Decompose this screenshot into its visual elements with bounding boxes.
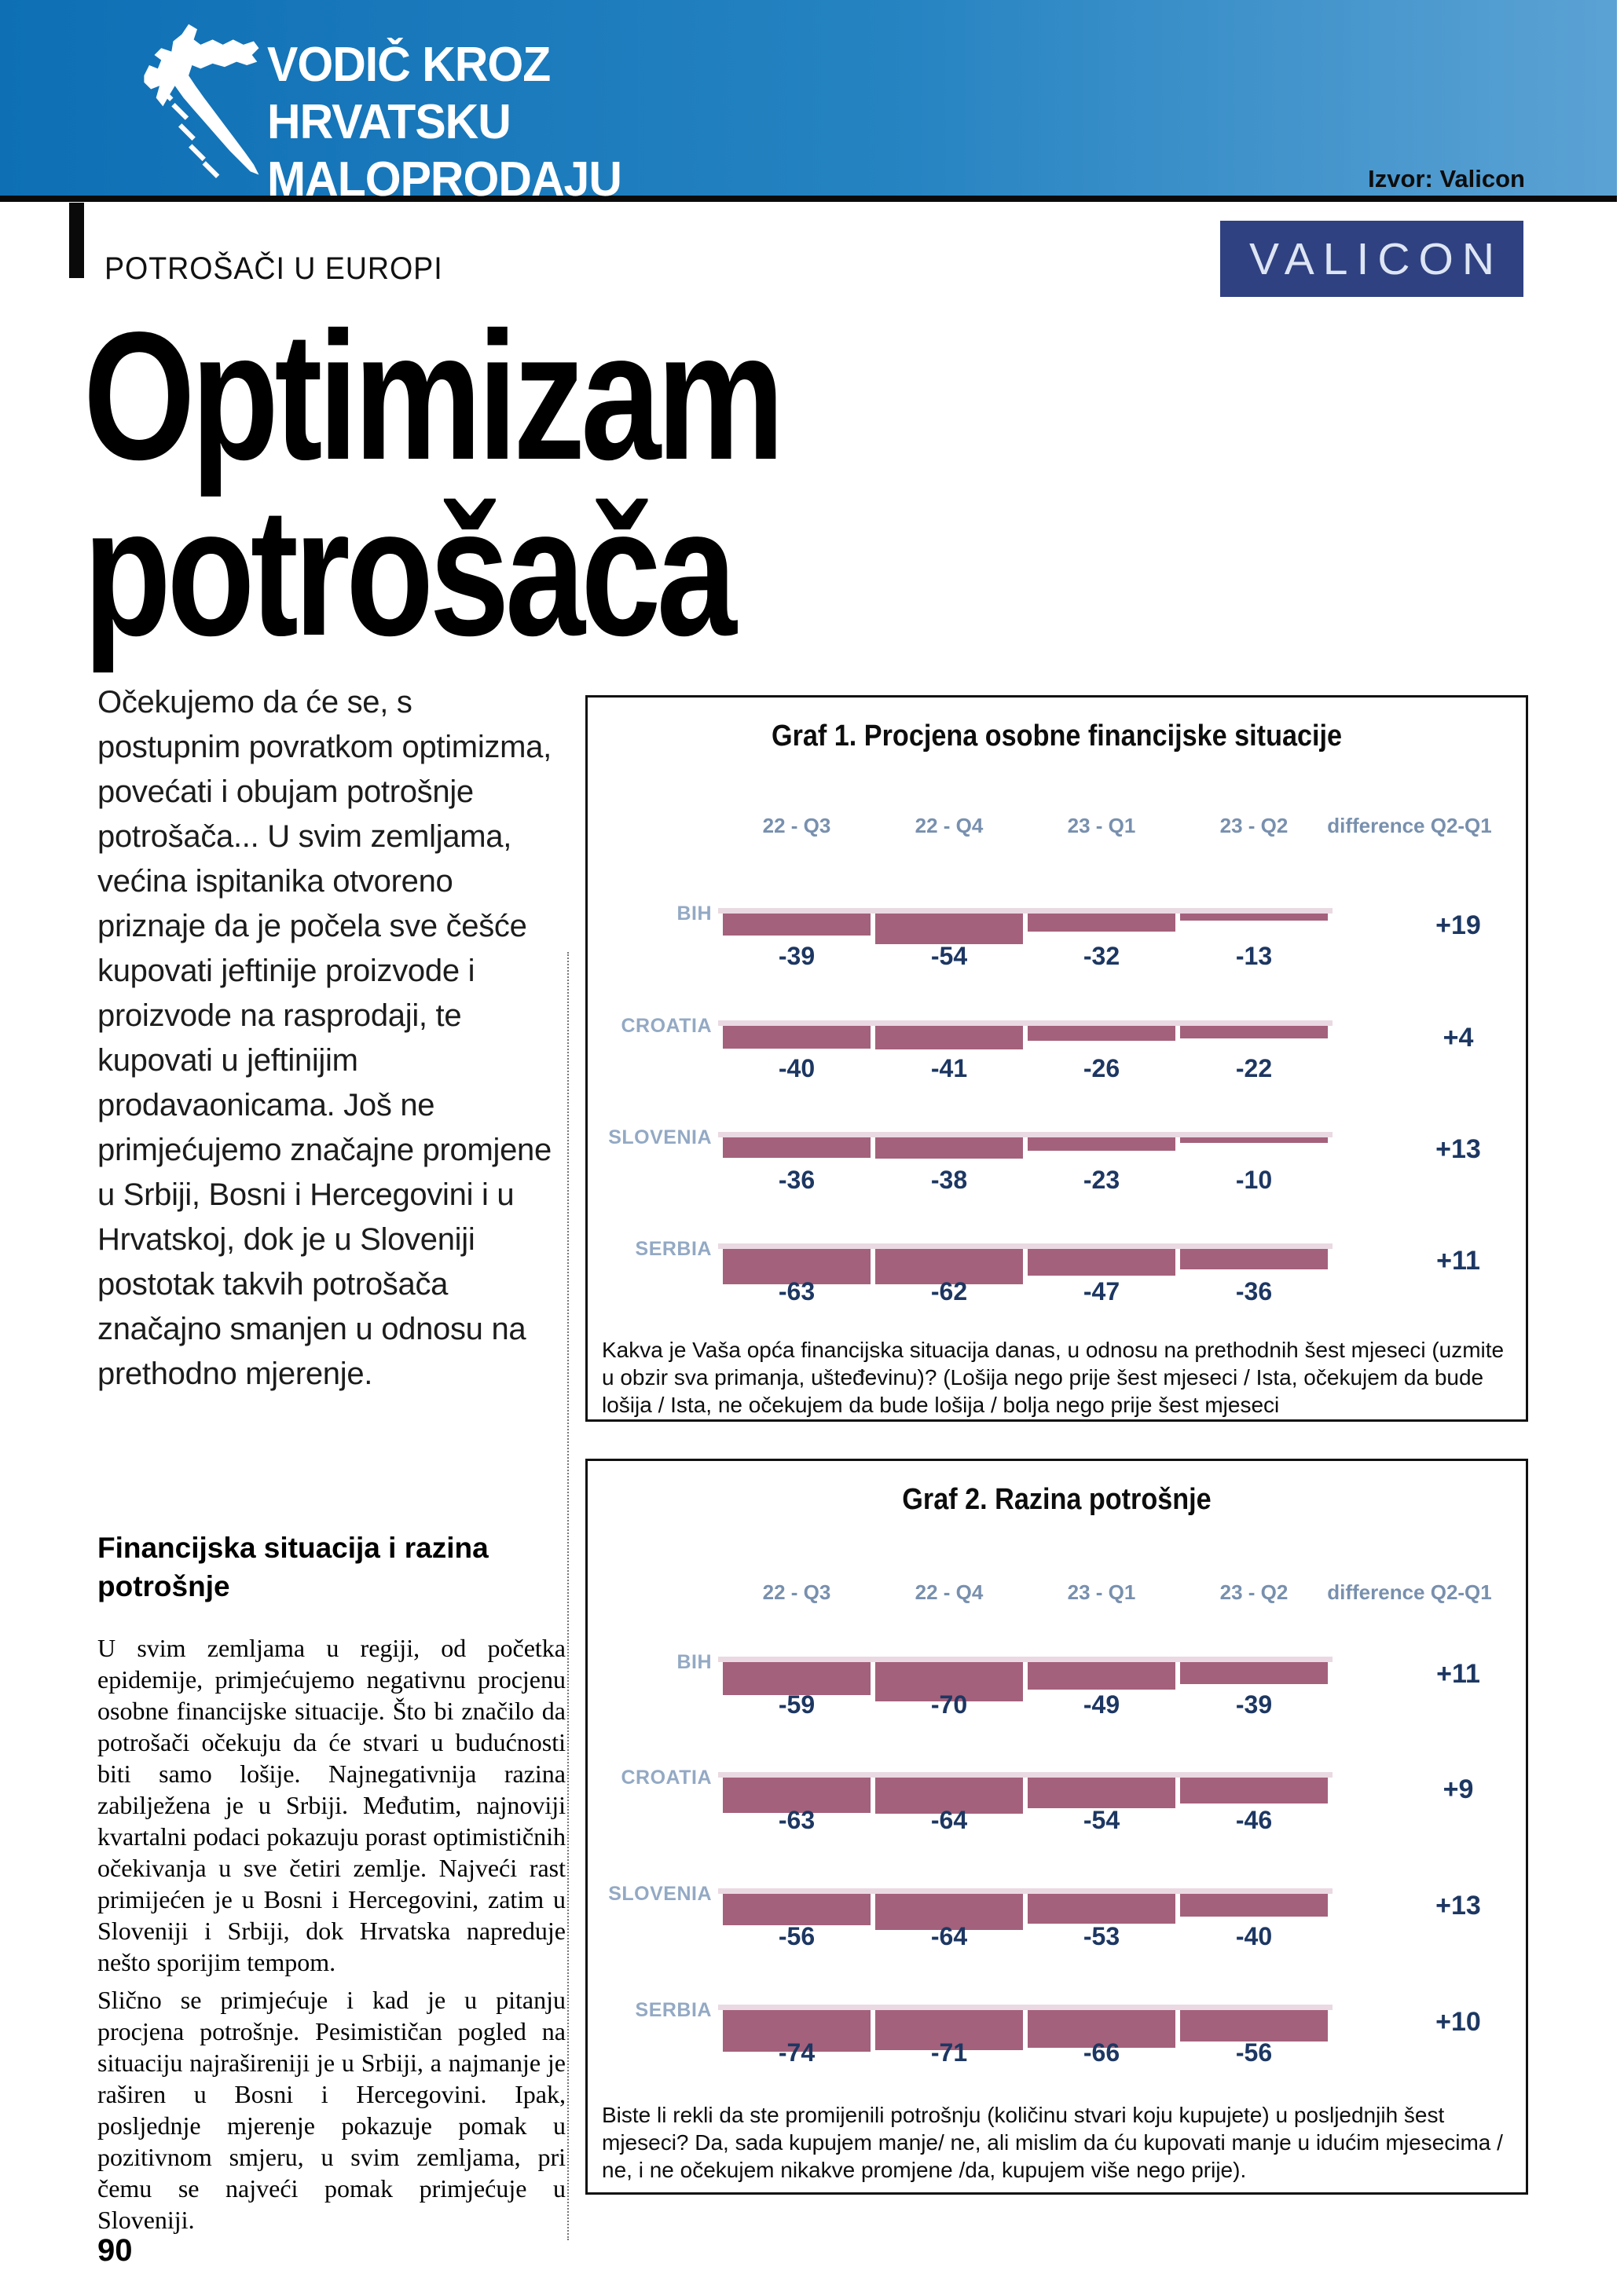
bar-value: -53 [1083, 1922, 1120, 1950]
chart-caption: Biste li rekli da ste promijenili potrošnju (količinu stvari koju kupujete) u posljednjih šest mjeseci? Da, sada kupujem manje/ ne, ali mislim da ću kupovati manje u idućim mjesecima / ne, i ne očekujem nikakve promjene /da, kupujem više nego prije). [602, 2103, 1503, 2182]
country-label: BIH [676, 903, 712, 925]
bar-value: -54 [930, 942, 968, 970]
bar-value: -47 [1083, 1277, 1120, 1305]
diff-value: +13 [1435, 1134, 1481, 1164]
bar [1180, 1026, 1328, 1038]
bar-value: -56 [778, 1922, 816, 1950]
bar-value: -40 [778, 1054, 816, 1082]
bar-value: -64 [930, 1922, 968, 1950]
country-label: SERBIA [635, 1238, 712, 1260]
bar-value: -54 [1083, 1806, 1120, 1834]
bar [1028, 1026, 1175, 1041]
subheading: Financijska situacija i razina potrošnje [97, 1532, 489, 1602]
zero-baseline-strip [718, 908, 1333, 914]
zero-baseline-strip [718, 1243, 1333, 1249]
bar [1028, 914, 1175, 932]
zero-baseline-strip [718, 2005, 1333, 2010]
diff-value: +10 [1435, 2007, 1481, 2037]
article-title-line1: Optimizam [83, 295, 781, 498]
bar [875, 1137, 1023, 1159]
bar [1180, 1778, 1328, 1803]
intro-paragraph: Očekujemo da će se, s postupnim povratkom optimizma, povećati i obujam potrošnje potrošača... U svim zemljama, većina ispitanika otvoreno priznaje da je počela sve češće kupovati jeftinije proizvode i proizvode na rasprodaji, te kupovati u jeftinijim prodavaonicama. Još ne primjećujemo značajne promjene u Srbiji, Bosni i Hercegovini i u Hrvatskoj, dok je u Sloveniji postotak takvih potrošača značajno smanjen u odnosu na prethodno mjerenje. [97, 685, 552, 1391]
bar [1180, 1249, 1328, 1269]
bar-value: -10 [1235, 1166, 1273, 1194]
bar-value: -40 [1235, 1922, 1273, 1950]
column-header: 23 - Q1 [1067, 814, 1136, 837]
bar [1180, 1137, 1328, 1143]
country-label: CROATIA [621, 1767, 712, 1789]
bar [1180, 2010, 1328, 2041]
logo-line-2: HRVATSKU [267, 95, 511, 149]
valicon-logo-text: VALICON [1248, 233, 1503, 284]
chart-graf-1 [585, 695, 1528, 1422]
bar-value: -74 [778, 2038, 816, 2067]
article-title [83, 295, 781, 674]
country-label: SLOVENIA [608, 1883, 712, 1905]
page-number: 90 [97, 2233, 133, 2268]
country-label: SLOVENIA [608, 1126, 712, 1148]
column-header: 23 - Q2 [1219, 1580, 1289, 1604]
bar-value: -49 [1083, 1690, 1120, 1719]
column-header: 22 - Q3 [762, 1580, 831, 1604]
column-header-difference: difference Q2-Q1 [1327, 1580, 1492, 1604]
zero-baseline-strip [718, 1020, 1333, 1026]
croatia-map-icon [93, 17, 264, 189]
publication-logo [267, 36, 621, 208]
bar-value: -22 [1235, 1054, 1273, 1082]
bar-value: -13 [1235, 942, 1273, 970]
bar [1028, 1249, 1175, 1276]
body-paragraph-2: Slično se primjećuje i kad je u pitanju procjena potrošnje. Pesimističan pogled na situaciju najrašireniji je u Srbiji, a najmanje je raširen u Bosni i Hercegovini. Ipak, posljednje mjerenje pokazuje pomak u pozitivnom smjeru, u svim zemljama, pri čemu se najveći pomak primjećuje u Sloveniji. [97, 1986, 566, 2234]
bar [1180, 1894, 1328, 1917]
bar-value: -41 [930, 1054, 968, 1082]
bar-value: -32 [1083, 942, 1120, 970]
bar-value: -63 [778, 1277, 816, 1305]
bar [875, 1026, 1023, 1049]
bar-value: -71 [930, 2038, 968, 2067]
kicker-bar [69, 203, 84, 278]
bar [1028, 1137, 1175, 1151]
bar-value: -26 [1083, 1054, 1120, 1082]
bar-value: -39 [1235, 1690, 1273, 1719]
bar-value: -66 [1083, 2038, 1120, 2067]
bar [1180, 1662, 1328, 1684]
zero-baseline-strip [718, 1132, 1333, 1137]
bar [1028, 1778, 1175, 1808]
zero-baseline-strip [718, 1888, 1333, 1894]
bar [875, 914, 1023, 944]
section-kicker: POTROŠAČI U EUROPI [104, 251, 443, 286]
zero-baseline-strip [718, 1657, 1333, 1662]
bar-value: -63 [778, 1806, 816, 1834]
bar-value: -59 [778, 1690, 816, 1719]
bar-value: -56 [1235, 2038, 1273, 2067]
chart-title: Graf 1. Procjena osobne financijske situacije [771, 720, 1343, 753]
bar-value: -23 [1083, 1166, 1120, 1194]
bar-value: -36 [1235, 1277, 1273, 1305]
country-label: BIH [676, 1651, 712, 1673]
column-divider [567, 952, 569, 2240]
source-credit: Izvor: Valicon [1368, 165, 1525, 192]
column-header: 23 - Q2 [1219, 814, 1289, 837]
column-header: 22 - Q4 [915, 814, 984, 837]
country-label: SERBIA [635, 1999, 712, 2021]
logo-line-3: MALOPRODAJU [267, 152, 621, 207]
diff-value: +19 [1435, 910, 1481, 940]
chart-graf-2 [585, 1459, 1528, 2195]
diff-value: +4 [1443, 1023, 1474, 1053]
bar-value: -64 [930, 1806, 968, 1834]
diff-value: +11 [1436, 1659, 1480, 1689]
country-label: CROATIA [621, 1015, 712, 1037]
body-paragraph-1: U svim zemljama u regiji, od početka epidemije, primjećujemo negativnu procjenu osobne financijske situacije. Što bi značilo da potrošači očekuju da će stvari u budućnosti biti samo lošije. Najnegativnija razina zabilježena je u Srbiji. Međutim, najnoviji kvartalni podaci pokazuju porast optimističnih očekivanja u sve četiri zemlje. Najveći rast primijećen je u Bosni i Hercegovini, zatim u Sloveniji i Srbiji, dok Hrvatska napreduje nešto sporijim tempom. [97, 1634, 566, 1976]
header-banner [0, 0, 1617, 207]
bar-value: -36 [778, 1166, 816, 1194]
bar-value: -38 [930, 1166, 968, 1194]
column-header: 22 - Q3 [762, 814, 831, 837]
bar [1028, 1662, 1175, 1690]
column-header: 22 - Q4 [915, 1580, 984, 1604]
bar [723, 914, 871, 936]
bar [1028, 1894, 1175, 1924]
chart-title: Graf 2. Razina potrošnje [902, 1483, 1212, 1516]
chart-caption: Kakva je Vaša opća financijska situacija danas, u odnosu na prethodnih šest mjeseci (uzmite u obzir sva primanja, ušteđevinu)? (Lošija nego prije šest mjeseci / Ista, očekujem da bude lošija / Ista, ne očekujem da bude lošija / bolja nego prije šest mjeseci [602, 1338, 1505, 1417]
valicon-logo [1220, 221, 1523, 297]
article-title-line2: potrošača [83, 471, 733, 674]
bar-value: -46 [1235, 1806, 1273, 1834]
bar [1180, 914, 1328, 921]
bar-value: -62 [930, 1277, 968, 1305]
diff-value: +9 [1443, 1774, 1474, 1804]
bar [723, 1894, 871, 1925]
bar-value: -39 [778, 942, 816, 970]
diff-value: +13 [1435, 1891, 1481, 1921]
logo-line-1: VODIČ KROZ [267, 38, 551, 92]
column-header-difference: difference Q2-Q1 [1327, 814, 1492, 837]
column-header: 23 - Q1 [1067, 1580, 1136, 1604]
zero-baseline-strip [718, 1772, 1333, 1778]
bar [723, 1026, 871, 1049]
diff-value: +11 [1436, 1246, 1480, 1276]
bar-value: -70 [930, 1690, 968, 1719]
bar [723, 1137, 871, 1158]
